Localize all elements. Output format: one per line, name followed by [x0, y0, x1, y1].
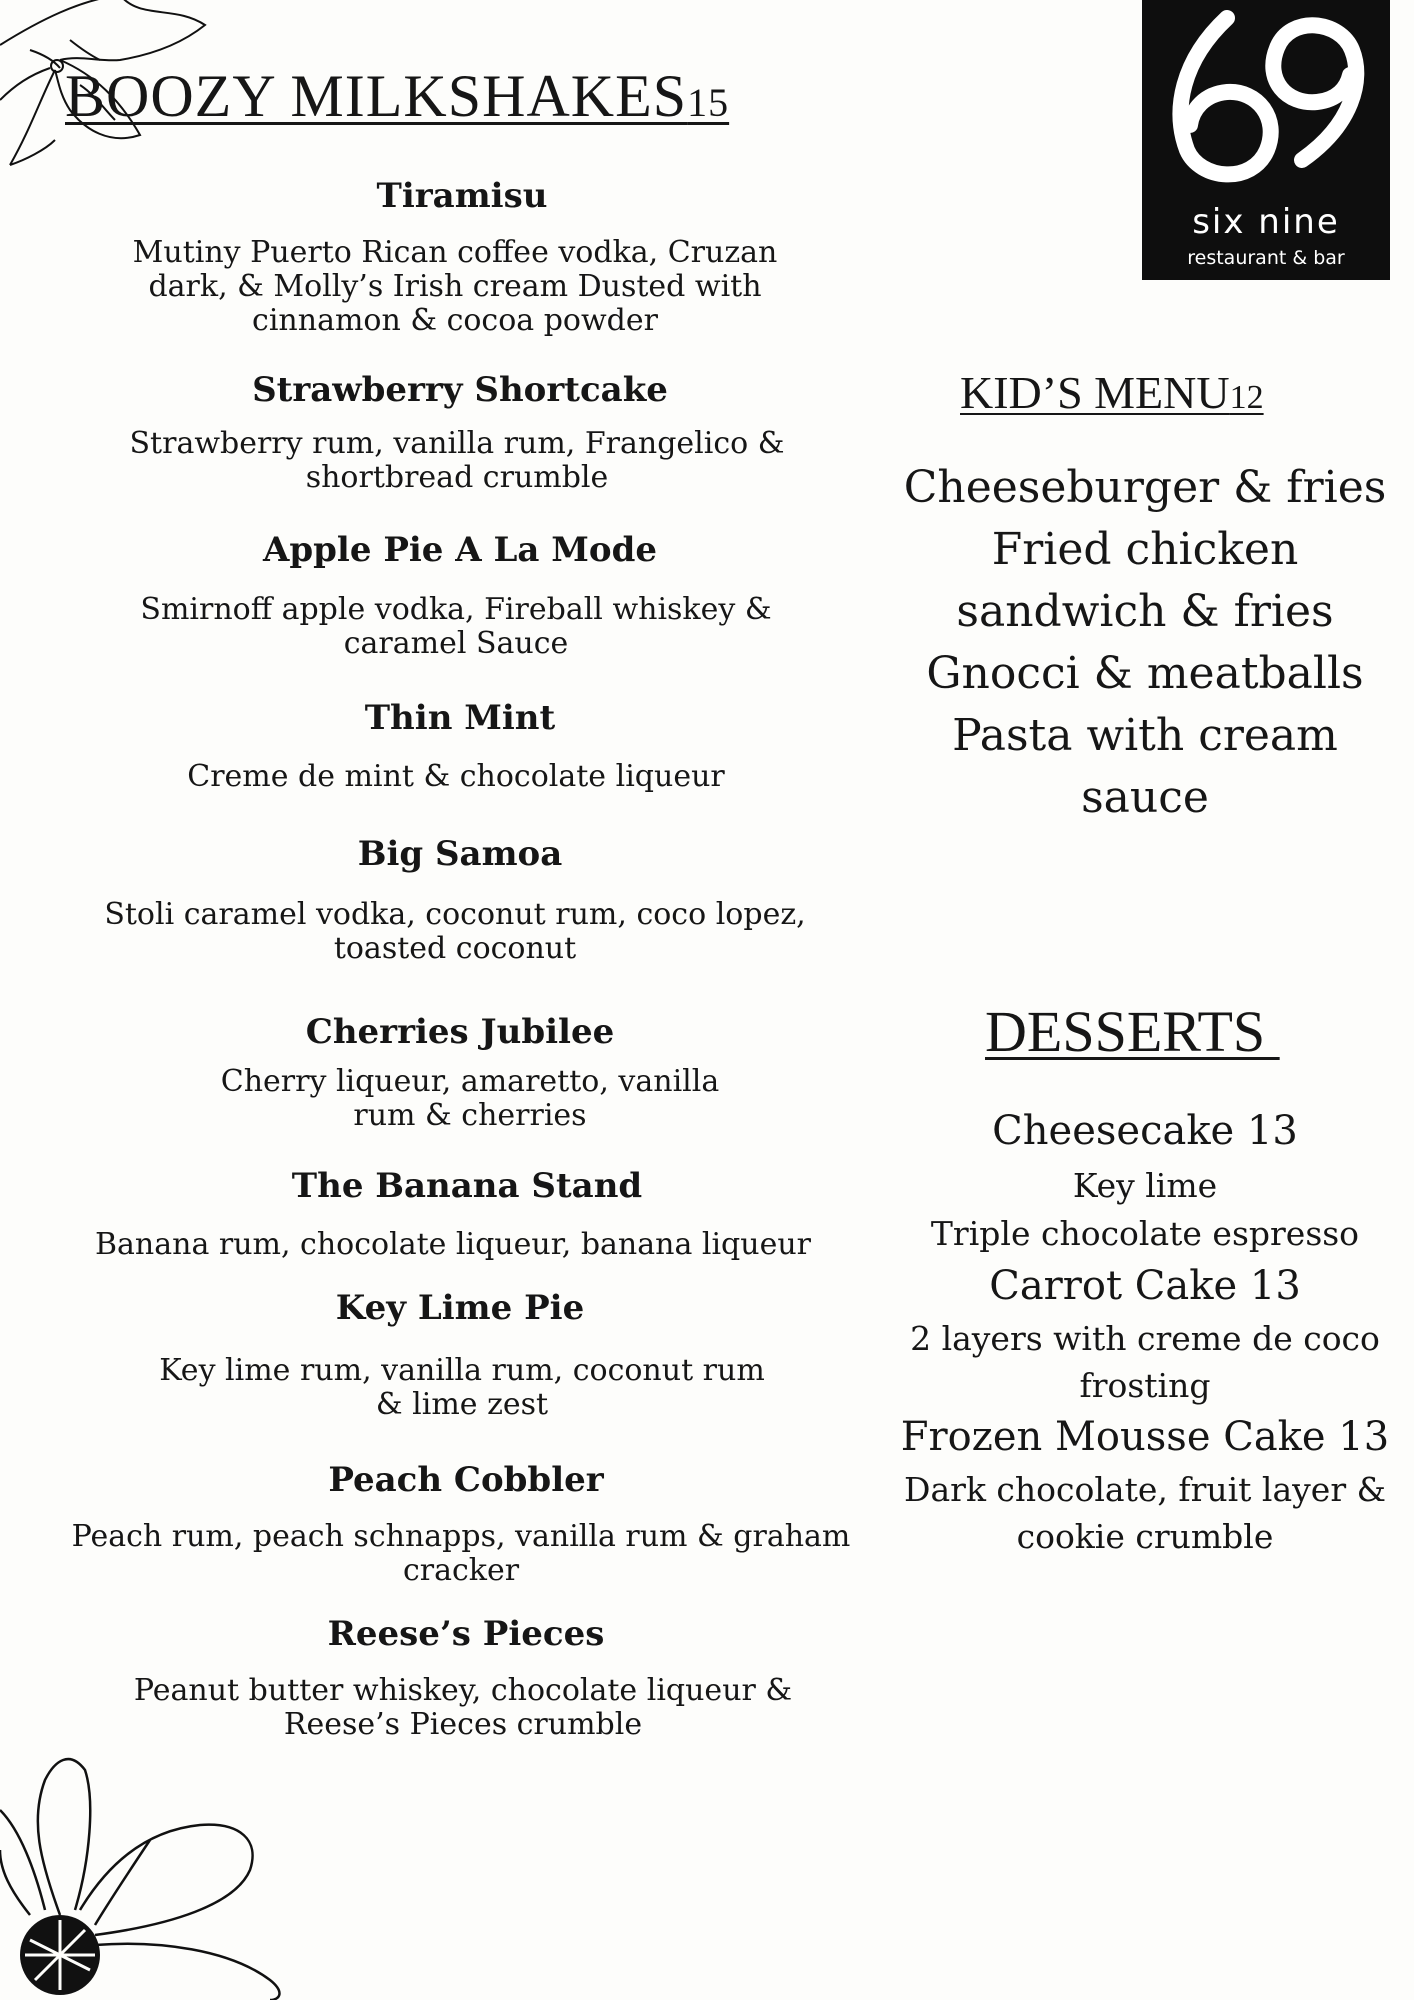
kids-menu-item: sandwich & fries: [956, 586, 1334, 637]
milkshake-name: Key Lime Pie: [335, 1288, 585, 1328]
milkshake-description: Cherry liqueur, amaretto, vanilla rum & cherries: [220, 1064, 720, 1133]
milkshake-description: Peanut butter whiskey, chocolate liqueur & Reese’s Pieces crumble: [133, 1673, 793, 1742]
milkshake-name: The Banana Stand: [291, 1166, 643, 1206]
dessert-option: Dark chocolate, fruit layer &: [904, 1470, 1386, 1509]
milkshake-name: Thin Mint: [364, 698, 556, 738]
kids-menu-item: Cheeseburger & fries: [903, 462, 1387, 513]
logo-subtitle: restaurant & bar: [1187, 247, 1345, 269]
milkshake-description: Smirnoff apple vodka, Fireball whiskey & caramel Sauce: [140, 592, 772, 661]
milkshake-description: Banana rum, chocolate liqueur, banana liqueur: [94, 1227, 811, 1262]
milkshakes-heading: [65, 63, 730, 129]
milkshake-description: Stoli caramel vodka, coconut rum, coco lopez, toasted coconut: [104, 897, 806, 966]
dessert-option: frosting: [1079, 1366, 1211, 1405]
kids-menu-title: KID’S MENU: [960, 367, 1230, 418]
milkshake-name: Tiramisu: [376, 176, 548, 216]
milkshake-description: Peach rum, peach schnapps, vanilla rum & graham cracker: [71, 1519, 851, 1588]
milkshake-name: Apple Pie A La Mode: [263, 530, 657, 570]
dessert-name: Carrot Cake 13: [989, 1263, 1301, 1309]
six-nine-logo: [1142, 0, 1390, 280]
milkshake-description: Strawberry rum, vanilla rum, Frangelico & shortbread crumble: [129, 426, 785, 495]
dessert-option: Triple chocolate espresso: [930, 1214, 1360, 1253]
kids-menu-heading: [960, 367, 1264, 418]
dessert-name: Cheesecake 13: [992, 1108, 1298, 1154]
logo-name: six nine: [1192, 202, 1340, 242]
kids-menu-item: sauce: [1081, 772, 1209, 823]
dessert-option: Key lime: [1072, 1166, 1218, 1205]
milkshake-name: Reese’s Pieces: [327, 1614, 605, 1654]
dessert-option: cookie crumble: [1016, 1517, 1274, 1556]
flower-illustration-bottom: [0, 1740, 300, 2000]
dessert-option: 2 layers with creme de coco: [910, 1319, 1380, 1358]
logo-numeral-69: [1142, 0, 1390, 200]
milkshake-description: Mutiny Puerto Rican coffee vodka, Cruzan dark, & Molly’s Irish cream Dusted with cinnamon & cocoa powder: [132, 235, 778, 338]
milkshake-description: Key lime rum, vanilla rum, coconut rum & lime zest: [159, 1353, 765, 1422]
milkshakes-price: 15: [687, 80, 730, 125]
milkshakes-title: BOOZY MILKSHAKES: [65, 63, 688, 129]
milkshake-name: Big Samoa: [357, 834, 563, 874]
kids-menu-item: Gnocci & meatballs: [926, 648, 1364, 699]
kids-menu-price: 12: [1229, 379, 1264, 416]
milkshake-name: Strawberry Shortcake: [252, 370, 668, 410]
milkshake-name: Peach Cobbler: [328, 1460, 604, 1500]
milkshake-name: Cherries Jubilee: [305, 1012, 615, 1052]
kids-menu-item: Fried chicken: [991, 524, 1299, 575]
kids-menu-item: Pasta with cream: [952, 710, 1338, 761]
milkshake-description: Creme de mint & chocolate liqueur: [187, 759, 725, 794]
dessert-name: Frozen Mousse Cake 13: [900, 1414, 1390, 1460]
desserts-title: DESSERTS: [985, 999, 1280, 1064]
